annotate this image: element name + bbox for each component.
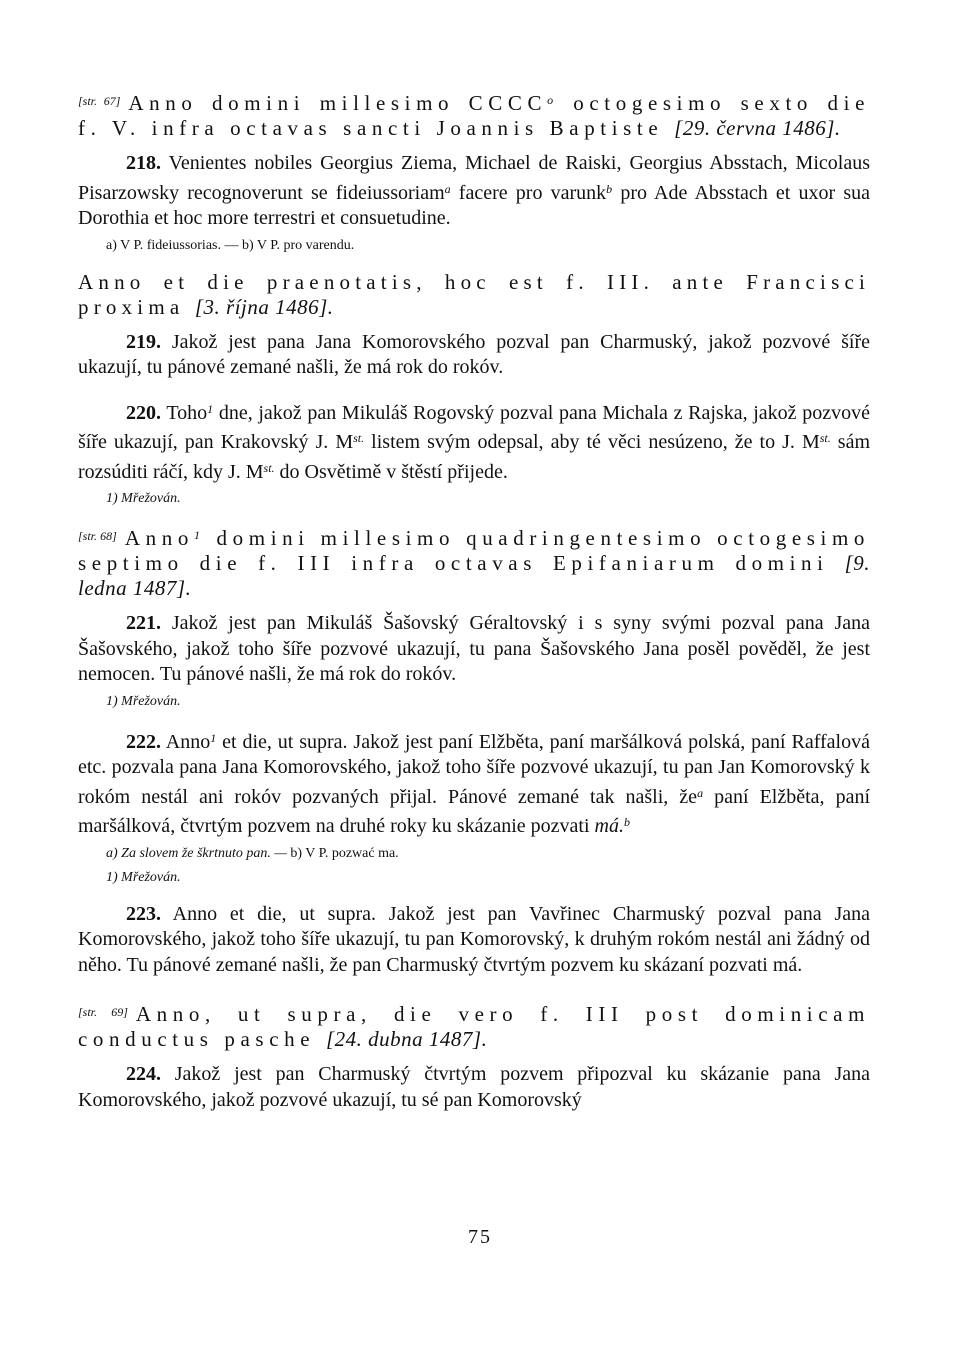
- page-reference: [str. 68]: [78, 529, 117, 543]
- entry-223: 223. Anno et die, ut supra. Jakož jest pan Vavřinec Charmuský pozval pana Jana Komorovského, jakož toho šíře ukazují, tu pan Komorovský, k druhým rokóm nestál ani žádný od něho. Tu pánové zemané našli, že pan Charmuský čtvrtým pozvem ku skázaní pozvati má.: [78, 902, 870, 976]
- page-reference: [str. 67]: [78, 94, 121, 108]
- heading-date: [9. ledna 1487].: [78, 551, 870, 600]
- footnote-222-1: 1) Mřežován.: [106, 869, 181, 885]
- footnote-221: 1) Mřežován.: [106, 693, 181, 709]
- entry-219: 219. Jakož jest pana Jana Komorovského pozval pan Charmuský, jakož pozvové šíře ukazují, tu pánové zemané našli, že má rok do rokóv.: [78, 330, 870, 378]
- entry-220: 220. Toho$^1$ dne, jakož pan Mikuláš Rogovský pozval pana Michala z Rajska, jakož pozvové šíře ukazují, pan Krakovský J. $M^{st.}$ listem svým odepsal, aby té věci nesúzeno, že to J. $M^{st.}$ sám rozsúditi ráčí, kdy J. $M^{st.}$ do Osvětimě v štěstí přijede.: [78, 401, 871, 483]
- heading-date: [29. června 1486].: [674, 116, 841, 140]
- entry-224: 224. Jakož jest pan Charmuský čtvrtým pozvem připozval ku skázanie pana Jana Komorovského, jakož pozvové ukazují, tu sé pan Komorovský: [78, 1063, 870, 1111]
- page-number: 75: [468, 1226, 492, 1248]
- section-heading-2: Anno et die praenotatis, hoc est f. III. ante Francisci proxima [3. října 1486].: [78, 269, 870, 319]
- heading-date: [24. dubna 1487].: [325, 1027, 488, 1051]
- footnote-222-ab: a) Za slovem že škrtnuto pan. — b) V P. pozwać ma.: [106, 845, 399, 861]
- footnote-218: a) V P. fideiussorias. — b) V P. pro varendu.: [106, 237, 355, 253]
- entry-218: 218. Venientes nobiles Georgius Ziema, Michael de Raiski, Georgius Absstach, Micolaus Pisarzowsky recognoverunt se fideiussoriam$^a$ facere pro varunk$^b$ pro Ade Absstach et uxor sua Dorothia et hoc more terrestri et consuetudine.: [78, 152, 871, 229]
- heading-date: [3. října 1486].: [194, 294, 334, 319]
- page-reference: [str. 69]: [78, 1005, 128, 1019]
- page-body: [78, 88, 870, 1113]
- section-heading-4: [str. 69] Anno, ut supra, die vero f. III post dominicam conductus pasche [24. dubna 1487].: [78, 1002, 871, 1051]
- section-heading-3: [str. 68] Anno$^1$ domini millesimo quadringentesimo octogesimo septimo die f. III infra octavas Epifaniarum domini [9. ledna 1487].: [78, 526, 870, 600]
- entry-222: 222. Anno$^1$ et die, ut supra. Jakož jest paní Elžběta, paní maršálková polská, paní Raffalová etc. pozvala pana Jana Komorovského, jakož toho šíře pozvové ukazují, tu pan Jan Komorovský k rokóm nestál ani rokóv pozvaných přijal. Pánové zemané tak našli, $že^a$ paní Elžběta, paní maršálková, čtvrtým pozvem na druhé roky ku skázanie pozvati má.$^b$: [78, 730, 870, 837]
- footnote-220: 1) Mřežován.: [106, 491, 181, 506]
- entry-221: 221. Jakož jest pan Mikuláš Šašovský Géraltovský i s syny svými pozval pana Jana Šašovského, jakož toho šíře pozvové ukazují, tu pana Šašovského Jana posěl pověděl, že jest nemocen. Tu pánové našli, že má rok do rokóv.: [78, 612, 870, 685]
- section-heading-1: [str. 67] Anno domini millesimo CCCC$^o$ octogesimo sexto die f. V. infra octavas sancti Joannis Baptiste [29. června 1486].: [78, 91, 871, 140]
